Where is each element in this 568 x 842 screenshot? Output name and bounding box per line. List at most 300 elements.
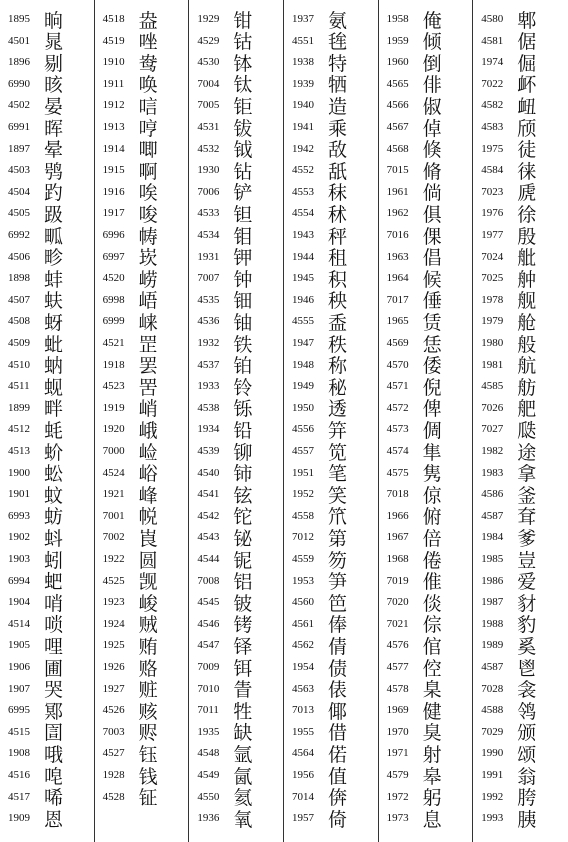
entry-number: 1949 bbox=[291, 380, 314, 393]
entry-character: 剔 bbox=[44, 52, 64, 75]
entry-number: 1902 bbox=[8, 531, 30, 544]
entry-character: 称 bbox=[327, 355, 347, 378]
entry-character: 趿 bbox=[44, 203, 64, 226]
entry-character: 钛 bbox=[233, 74, 253, 97]
entry-number: 6998 bbox=[102, 293, 125, 306]
entry-number: 1925 bbox=[102, 639, 125, 652]
entry-character: 倚 bbox=[327, 808, 347, 831]
entry-character: 觊 bbox=[138, 571, 158, 594]
entry-character: 钼 bbox=[233, 225, 253, 248]
entry-character: 唢 bbox=[44, 614, 64, 637]
entry-number: 4556 bbox=[291, 423, 314, 436]
entry-number: 1945 bbox=[291, 272, 314, 285]
entry-number: 4513 bbox=[8, 445, 30, 457]
entry-number: 4540 bbox=[197, 466, 220, 479]
entry-character: 钹 bbox=[233, 117, 253, 140]
entry-character: 崀 bbox=[138, 527, 158, 550]
entry-number: 1973 bbox=[386, 812, 409, 825]
entry-number: 7007 bbox=[197, 272, 220, 285]
entry-character: 哩 bbox=[44, 635, 64, 658]
entry-number: 1915 bbox=[102, 164, 125, 177]
entry-character: 铍 bbox=[233, 592, 253, 615]
entry-number: 7020 bbox=[386, 596, 409, 609]
entry-character: 蚓 bbox=[44, 549, 64, 572]
entry-number: 7012 bbox=[291, 531, 314, 544]
entry-character: 倧 bbox=[422, 614, 442, 637]
entry-number: 1987 bbox=[481, 596, 504, 609]
entry-character: 铲 bbox=[233, 182, 253, 205]
entry-number: 1967 bbox=[386, 531, 409, 544]
entry-character: 秫 bbox=[327, 203, 347, 226]
entry-character: 赁 bbox=[422, 311, 442, 334]
entry-number: 1944 bbox=[291, 250, 314, 263]
entry-number: 4564 bbox=[291, 747, 314, 760]
entry-number: 1950 bbox=[291, 401, 314, 414]
entry-character: 豈 bbox=[517, 549, 537, 572]
entry-number: 4573 bbox=[386, 423, 409, 436]
entry-number: 1923 bbox=[102, 596, 125, 609]
entry-number: 7015 bbox=[386, 164, 409, 177]
entry-number: 1947 bbox=[291, 337, 314, 349]
entry-character: 俱 bbox=[422, 203, 442, 226]
entry-number: 4509 bbox=[8, 337, 30, 349]
entry-character: 啊 bbox=[138, 160, 158, 183]
entry-number: 1951 bbox=[291, 466, 314, 479]
entry-character: 俶 bbox=[422, 95, 442, 118]
entry-number: 1982 bbox=[481, 445, 504, 457]
entry-character: 崁 bbox=[138, 247, 158, 270]
entry-character: 倌 bbox=[422, 635, 442, 658]
entry-number: 4528 bbox=[102, 790, 125, 803]
entry-character: 峰 bbox=[138, 484, 158, 507]
entry-character: 唤 bbox=[138, 74, 158, 97]
entry-character: 倒 bbox=[422, 52, 442, 75]
entry-character: 笑 bbox=[327, 484, 347, 507]
entry-character: 倴 bbox=[327, 787, 347, 810]
entry-character: 虒 bbox=[517, 182, 537, 205]
entry-number: 1931 bbox=[197, 250, 220, 263]
entry-character: 俺 bbox=[422, 9, 442, 32]
entry-number: 4547 bbox=[197, 639, 220, 652]
entry-number: 6994 bbox=[8, 574, 30, 587]
entry-character: 峿 bbox=[138, 290, 158, 313]
entry-number: 4586 bbox=[481, 488, 504, 501]
entry-number: 1901 bbox=[8, 488, 30, 501]
entry-character: 胯 bbox=[517, 787, 537, 810]
entry-character: 倦 bbox=[422, 549, 442, 572]
entry-character: 毪 bbox=[327, 31, 347, 54]
entry-character: 铁 bbox=[233, 333, 253, 356]
entry-character: 健 bbox=[422, 700, 442, 723]
entry-character: 第 bbox=[327, 527, 347, 550]
entry-number: 7014 bbox=[291, 790, 314, 803]
entry-number: 4546 bbox=[197, 617, 220, 630]
entry-character: 胰 bbox=[517, 808, 537, 831]
entry-number: 1930 bbox=[197, 164, 220, 177]
entry-number: 4523 bbox=[102, 380, 125, 393]
entry-row bbox=[284, 806, 378, 830]
entry-character: 氨 bbox=[327, 9, 347, 32]
entry-character: 钵 bbox=[233, 52, 253, 75]
entry-number: 1897 bbox=[8, 142, 30, 155]
entry-character: 秘 bbox=[327, 376, 347, 399]
entry-character: 爹 bbox=[517, 527, 537, 550]
entry-number: 4544 bbox=[197, 553, 220, 565]
entry-number: 4569 bbox=[386, 337, 409, 349]
entry-number: 4581 bbox=[481, 34, 504, 47]
entry-character: 俳 bbox=[422, 74, 442, 97]
entry-character: 倡 bbox=[422, 247, 442, 270]
entry-character: 钳 bbox=[233, 9, 253, 32]
entry-character: 蚨 bbox=[44, 290, 64, 313]
entry-number: 4524 bbox=[102, 466, 125, 479]
entry-number: 1941 bbox=[291, 121, 314, 133]
entry-number: 4583 bbox=[481, 121, 504, 133]
entry-number: 4504 bbox=[8, 185, 30, 198]
entry-number: 4549 bbox=[197, 769, 220, 781]
entry-number: 4550 bbox=[197, 790, 220, 803]
entry-character: 晕 bbox=[44, 139, 64, 162]
entry-number: 7009 bbox=[197, 661, 220, 673]
entry-number: 1898 bbox=[8, 272, 30, 285]
entry-number: 4587 bbox=[481, 661, 504, 673]
entry-character: 钱 bbox=[138, 765, 158, 788]
entry-character: 积 bbox=[327, 268, 347, 291]
entry-number: 4511 bbox=[8, 380, 30, 393]
entry-number: 4559 bbox=[291, 553, 314, 565]
entry-character: 笕 bbox=[327, 441, 347, 464]
entry-number: 4532 bbox=[197, 142, 220, 155]
entry-number: 1970 bbox=[386, 725, 409, 738]
entry-number: 1955 bbox=[291, 725, 314, 738]
entry-number: 1964 bbox=[386, 272, 409, 285]
entry-number: 7006 bbox=[197, 185, 220, 198]
entry-number: 1968 bbox=[386, 553, 409, 565]
entry-character: 息 bbox=[422, 808, 442, 831]
entry-character: 俯 bbox=[422, 506, 442, 529]
entry-number: 1956 bbox=[291, 769, 314, 781]
entry-character: 唆 bbox=[138, 203, 158, 226]
entry-character: 钲 bbox=[138, 787, 158, 810]
entry-number: 1961 bbox=[386, 185, 409, 198]
entry-character: 爱 bbox=[517, 571, 537, 594]
entry-character: 特 bbox=[327, 52, 347, 75]
entry-character: 豹 bbox=[517, 614, 537, 637]
entry-character: 笏 bbox=[327, 549, 347, 572]
entry-number: 7002 bbox=[102, 531, 125, 544]
entry-character: 钟 bbox=[233, 268, 253, 291]
entry-character: 哼 bbox=[138, 117, 158, 140]
entry-character: 候 bbox=[422, 268, 442, 291]
entry-row bbox=[95, 785, 189, 809]
entry-number: 6991 bbox=[8, 121, 30, 133]
entry-number: 1940 bbox=[291, 99, 314, 112]
entry-character: 倨 bbox=[517, 31, 537, 54]
entry-number: 1990 bbox=[481, 747, 504, 760]
entry-character: 蚧 bbox=[44, 441, 64, 464]
entry-number: 4525 bbox=[102, 574, 125, 587]
entry-number: 4588 bbox=[481, 704, 504, 717]
entry-character: 蚍 bbox=[44, 333, 64, 356]
entry-character: 圁 bbox=[44, 722, 64, 745]
entry-character: 造 bbox=[327, 95, 347, 118]
entry-number: 1914 bbox=[102, 142, 125, 155]
entry-number: 1992 bbox=[481, 790, 504, 803]
entry-character: 殷 bbox=[517, 225, 537, 248]
entry-number: 4526 bbox=[102, 704, 125, 717]
entry-character: 蚜 bbox=[44, 311, 64, 334]
entry-character: 赆 bbox=[138, 722, 158, 745]
entry-character: 唧 bbox=[138, 139, 158, 162]
entry-character: 徕 bbox=[517, 160, 537, 183]
entry-character: 笋 bbox=[327, 571, 347, 594]
entry-character: 唑 bbox=[138, 31, 158, 54]
entry-number: 4503 bbox=[8, 164, 30, 177]
entry-character: 瓞 bbox=[517, 419, 537, 442]
entry-character: 畖 bbox=[44, 225, 64, 248]
entry-character: 脩 bbox=[422, 160, 442, 183]
entry-number: 1965 bbox=[386, 315, 409, 328]
entry-character: 恩 bbox=[44, 808, 64, 831]
entry-number: 1963 bbox=[386, 250, 409, 263]
entry-number: 7000 bbox=[102, 445, 125, 457]
entry-number: 4584 bbox=[481, 164, 504, 177]
entry-number: 1921 bbox=[102, 488, 125, 501]
entry-character: 倓 bbox=[422, 592, 442, 615]
entry-character: 鸰 bbox=[517, 700, 537, 723]
entry-character: 晐 bbox=[44, 74, 64, 97]
entry-character: 衄 bbox=[517, 95, 537, 118]
entry-character: 倾 bbox=[422, 31, 442, 54]
entry-character: 氩 bbox=[233, 743, 253, 766]
entry-number: 4554 bbox=[291, 207, 314, 220]
entry-number: 1895 bbox=[8, 13, 30, 25]
entry-number: 7003 bbox=[102, 725, 125, 738]
entry-number: 4519 bbox=[102, 34, 125, 47]
entry-character: 峻 bbox=[138, 592, 158, 615]
entry-number: 1942 bbox=[291, 142, 314, 155]
entry-number: 1910 bbox=[102, 56, 125, 69]
entry-character: 倥 bbox=[422, 657, 442, 680]
entry-character: 哨 bbox=[44, 592, 64, 615]
entry-character: 铀 bbox=[233, 311, 253, 334]
entry-number: 4558 bbox=[291, 509, 314, 522]
entry-character: 铝 bbox=[233, 571, 253, 594]
entry-number: 1936 bbox=[197, 812, 220, 825]
entry-character: 鄍 bbox=[44, 700, 64, 723]
entry-number: 7023 bbox=[481, 185, 504, 198]
entry-number: 7024 bbox=[481, 250, 504, 263]
entry-character: 舫 bbox=[517, 376, 537, 399]
entry-character: 秣 bbox=[327, 182, 347, 205]
entry-number: 6995 bbox=[8, 704, 30, 717]
entry-character: 铂 bbox=[233, 355, 253, 378]
entry-column-5 bbox=[379, 0, 474, 842]
entry-character: 射 bbox=[422, 743, 442, 766]
entry-number: 7019 bbox=[386, 574, 409, 587]
entry-number: 1896 bbox=[8, 56, 30, 69]
entry-number: 4545 bbox=[197, 596, 220, 609]
entry-character: 秧 bbox=[327, 290, 347, 313]
entry-number: 4571 bbox=[386, 380, 409, 393]
entry-number: 1958 bbox=[386, 13, 409, 25]
entry-number: 1983 bbox=[481, 466, 504, 479]
entry-character: 蚌 bbox=[44, 268, 64, 291]
entry-number: 6992 bbox=[8, 229, 30, 241]
entry-number: 4575 bbox=[386, 466, 409, 479]
entry-character: 郫 bbox=[517, 9, 537, 32]
entry-number: 4570 bbox=[386, 358, 409, 371]
entry-character: 蚪 bbox=[44, 527, 64, 550]
entry-number: 1966 bbox=[386, 509, 409, 522]
entry-character: 舱 bbox=[517, 311, 537, 334]
entry-number: 7004 bbox=[197, 77, 220, 90]
entry-character: 颂 bbox=[517, 743, 537, 766]
entry-character: 罡 bbox=[138, 333, 158, 356]
entry-number: 1952 bbox=[291, 488, 314, 501]
entry-number: 4574 bbox=[386, 445, 409, 457]
entry-number: 1971 bbox=[386, 747, 409, 760]
entry-character: 晁 bbox=[44, 31, 64, 54]
entry-character: 帨 bbox=[138, 506, 158, 529]
entry-number: 7025 bbox=[481, 272, 504, 285]
entry-number: 1937 bbox=[291, 13, 314, 25]
entry-character: 贿 bbox=[138, 635, 158, 658]
entry-character: 晏 bbox=[44, 95, 64, 118]
entry-number: 1935 bbox=[197, 725, 220, 738]
entry-number: 1904 bbox=[8, 596, 30, 609]
entry-number: 1975 bbox=[481, 142, 504, 155]
entry-number: 1908 bbox=[8, 747, 30, 760]
entry-character: 崃 bbox=[138, 311, 158, 334]
entry-number: 1911 bbox=[102, 77, 125, 90]
entry-character: 圃 bbox=[44, 657, 64, 680]
entry-number: 1969 bbox=[386, 704, 409, 717]
entry-number: 1920 bbox=[102, 423, 125, 436]
entry-character: 般 bbox=[517, 333, 537, 356]
entry-character: 蚬 bbox=[44, 376, 64, 399]
entry-character: 峨 bbox=[138, 419, 158, 442]
entry-character: 铉 bbox=[233, 484, 253, 507]
entry-number: 4565 bbox=[386, 77, 409, 90]
entry-number: 1903 bbox=[8, 553, 30, 565]
entry-number: 1959 bbox=[386, 34, 409, 47]
entry-character: 秤 bbox=[327, 225, 347, 248]
entry-character: 铋 bbox=[233, 527, 253, 550]
entry-column-2 bbox=[95, 0, 190, 842]
entry-character: 透 bbox=[327, 398, 347, 421]
entry-character: 倩 bbox=[327, 635, 347, 658]
entry-number: 1979 bbox=[481, 315, 504, 328]
entry-character: 钺 bbox=[233, 139, 253, 162]
entry-character: 赃 bbox=[138, 679, 158, 702]
entry-number: 4536 bbox=[197, 315, 220, 328]
entry-number: 1907 bbox=[8, 682, 30, 695]
entry-character: 铈 bbox=[233, 463, 253, 486]
entry-character: 颀 bbox=[517, 117, 537, 140]
entry-character: 倭 bbox=[422, 355, 442, 378]
entry-number: 4538 bbox=[197, 401, 220, 414]
entry-number: 4517 bbox=[8, 790, 30, 803]
entry-number: 7017 bbox=[386, 293, 409, 306]
entry-row bbox=[0, 806, 94, 830]
entry-character: 倬 bbox=[422, 117, 442, 140]
entry-number: 1985 bbox=[481, 553, 504, 565]
entry-character: 钿 bbox=[233, 290, 253, 313]
entry-number: 7008 bbox=[197, 574, 220, 587]
entry-number: 4552 bbox=[291, 164, 314, 177]
entry-character: 崄 bbox=[138, 441, 158, 464]
entry-number: 4577 bbox=[386, 661, 409, 673]
entry-number: 4518 bbox=[102, 13, 125, 25]
entry-number: 4514 bbox=[8, 617, 30, 630]
entry-number: 4568 bbox=[386, 142, 409, 155]
entry-character: 倍 bbox=[422, 527, 442, 550]
entry-number: 1974 bbox=[481, 56, 504, 69]
entry-number: 4527 bbox=[102, 747, 125, 760]
entry-character: 俾 bbox=[422, 398, 442, 421]
entry-character: 衃 bbox=[517, 74, 537, 97]
entry-character: 借 bbox=[327, 722, 347, 745]
entry-number: 4529 bbox=[197, 34, 220, 47]
entry-character: 俵 bbox=[327, 679, 347, 702]
entry-character: 徒 bbox=[517, 139, 537, 162]
entry-number: 4520 bbox=[102, 272, 125, 285]
entry-character: 臭 bbox=[422, 722, 442, 745]
entry-number: 1917 bbox=[102, 207, 125, 220]
entry-character: 哭 bbox=[44, 679, 64, 702]
entry-character: 铆 bbox=[233, 441, 253, 464]
entry-character: 衾 bbox=[517, 679, 537, 702]
entry-number: 7018 bbox=[386, 488, 409, 501]
entry-character: 俸 bbox=[327, 614, 347, 637]
entry-number: 6996 bbox=[102, 229, 125, 241]
entry-column-3 bbox=[189, 0, 284, 842]
entry-number: 6999 bbox=[102, 315, 125, 328]
entry-character: 唉 bbox=[138, 182, 158, 205]
entry-character: 臬 bbox=[422, 679, 442, 702]
entry-number: 1953 bbox=[291, 574, 314, 587]
entry-character: 赂 bbox=[138, 657, 158, 680]
entry-number: 7013 bbox=[291, 704, 314, 717]
entry-number: 4543 bbox=[197, 531, 220, 544]
entry-character: 缺 bbox=[233, 722, 253, 745]
entry-character: 釜 bbox=[517, 484, 537, 507]
entry-number: 1919 bbox=[102, 401, 125, 414]
entry-number: 4582 bbox=[481, 99, 504, 112]
entry-number: 4566 bbox=[386, 99, 409, 112]
entry-character: 氧 bbox=[233, 808, 253, 831]
entry-number: 4510 bbox=[8, 358, 30, 371]
entry-number: 1972 bbox=[386, 790, 409, 803]
entry-number: 1954 bbox=[291, 661, 314, 673]
entry-character: 铌 bbox=[233, 549, 253, 572]
entry-number: 4585 bbox=[481, 380, 504, 393]
entry-number: 1976 bbox=[481, 207, 504, 220]
entry-character: 鸮 bbox=[44, 160, 64, 183]
entry-number: 1913 bbox=[102, 121, 125, 133]
entry-number: 1986 bbox=[481, 574, 504, 587]
entry-number: 7005 bbox=[197, 99, 220, 112]
entry-number: 4557 bbox=[291, 445, 314, 457]
entry-character: 畔 bbox=[44, 398, 64, 421]
entry-number: 4572 bbox=[386, 401, 409, 414]
entry-number: 1946 bbox=[291, 293, 314, 306]
entry-character: 钰 bbox=[138, 743, 158, 766]
entry-character: 秩 bbox=[327, 333, 347, 356]
entry-character: 倘 bbox=[422, 182, 442, 205]
entry-number: 4508 bbox=[8, 315, 30, 328]
